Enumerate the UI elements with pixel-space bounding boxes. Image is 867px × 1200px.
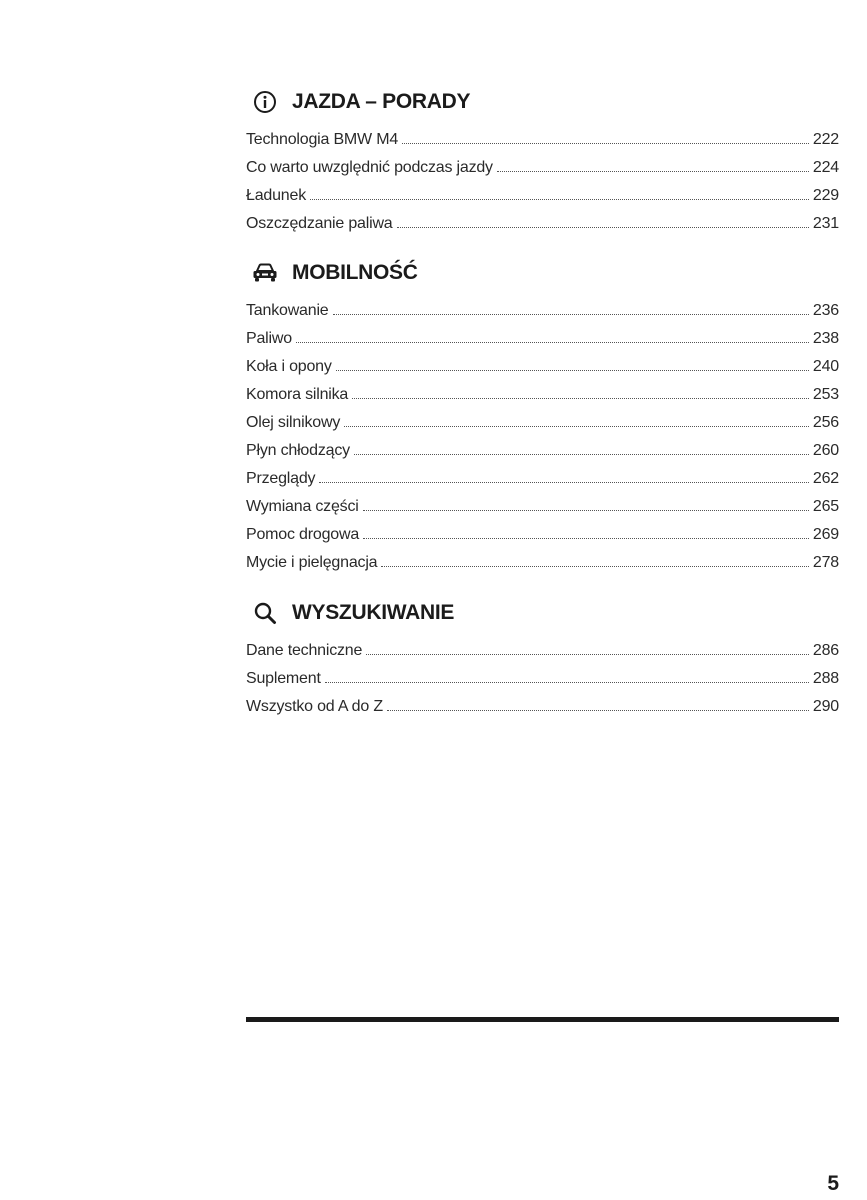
toc-entry-label: Przeglądy bbox=[246, 470, 316, 487]
dot-leader bbox=[325, 682, 809, 683]
toc-entry[interactable] bbox=[246, 149, 839, 177]
toc-entry[interactable] bbox=[246, 660, 839, 688]
toc-entry-page: 253 bbox=[812, 386, 839, 403]
toc-entry-label: Dane techniczne bbox=[246, 642, 363, 659]
toc-entry[interactable] bbox=[246, 177, 839, 205]
car-icon bbox=[252, 260, 278, 286]
toc-entry-label: Paliwo bbox=[246, 330, 292, 347]
toc-entry[interactable] bbox=[246, 292, 839, 320]
dot-leader bbox=[363, 510, 809, 511]
section-search bbox=[246, 598, 839, 716]
toc-entry[interactable] bbox=[246, 121, 839, 149]
dot-leader bbox=[319, 482, 809, 483]
dot-leader bbox=[402, 143, 809, 144]
toc-entry-page: 260 bbox=[812, 442, 839, 459]
toc-entry[interactable] bbox=[246, 688, 839, 716]
toc-entry-page: 262 bbox=[812, 470, 839, 487]
toc-entry-label: Ładunek bbox=[246, 187, 306, 204]
dot-leader bbox=[352, 398, 809, 399]
toc-entry-label: Komora silnika bbox=[246, 386, 349, 403]
toc-entry-page: 286 bbox=[812, 642, 839, 659]
dot-leader bbox=[366, 654, 809, 655]
toc-entry-page: 278 bbox=[812, 554, 839, 571]
toc-entry-label: Płyn chłodzący bbox=[246, 442, 350, 459]
toc-entry-page: 236 bbox=[812, 302, 839, 319]
dot-leader bbox=[310, 199, 809, 200]
search-icon bbox=[252, 600, 278, 626]
toc-entry-label: Koła i opony bbox=[246, 358, 332, 375]
toc-entry[interactable] bbox=[246, 460, 839, 488]
toc-entry-label: Pomoc drogowa bbox=[246, 526, 360, 543]
toc-entry[interactable] bbox=[246, 320, 839, 348]
toc-entry-label: Wszystko od A do Z bbox=[246, 698, 383, 715]
section-header bbox=[246, 87, 839, 117]
dot-leader bbox=[497, 171, 809, 172]
section-driving-tips bbox=[246, 87, 839, 233]
toc-entry-page: 256 bbox=[812, 414, 839, 431]
toc-entry[interactable] bbox=[246, 432, 839, 460]
dot-leader bbox=[344, 426, 809, 427]
toc-entry-label: Co warto uwzględnić podczas jazdy bbox=[246, 159, 493, 176]
toc-entry-label: Olej silnikowy bbox=[246, 414, 341, 431]
toc-entry-page: 240 bbox=[812, 358, 839, 375]
toc-entry-page: 231 bbox=[812, 215, 839, 232]
section-header bbox=[246, 598, 839, 628]
toc-entry-page: 288 bbox=[812, 670, 839, 687]
toc-entry-label: Oszczędzanie paliwa bbox=[246, 215, 393, 232]
toc-entry[interactable] bbox=[246, 404, 839, 432]
toc-entry-label: Wymiana części bbox=[246, 498, 359, 515]
section-title: JAZDA – PORADY bbox=[292, 90, 471, 113]
info-icon bbox=[252, 89, 278, 115]
section-mobility bbox=[246, 258, 839, 572]
toc-entry[interactable] bbox=[246, 516, 839, 544]
toc-entry-page: 222 bbox=[812, 131, 839, 148]
dot-leader bbox=[387, 710, 809, 711]
toc-entry-page: 224 bbox=[812, 159, 839, 176]
toc-entry-page: 269 bbox=[812, 526, 839, 543]
toc-entry[interactable] bbox=[246, 376, 839, 404]
dot-leader bbox=[363, 538, 809, 539]
toc-entry-page: 265 bbox=[812, 498, 839, 515]
page-number: 5 bbox=[827, 1172, 839, 1195]
dot-leader bbox=[296, 342, 809, 343]
dot-leader bbox=[336, 370, 809, 371]
dot-leader bbox=[397, 227, 809, 228]
toc-entry[interactable] bbox=[246, 348, 839, 376]
section-title: WYSZUKIWANIE bbox=[292, 601, 455, 624]
toc-entry-page: 238 bbox=[812, 330, 839, 347]
toc-entry[interactable] bbox=[246, 544, 839, 572]
toc-entry-label: Suplement bbox=[246, 670, 321, 687]
toc-entry-label: Tankowanie bbox=[246, 302, 329, 319]
dot-leader bbox=[354, 454, 809, 455]
toc-entry-page: 290 bbox=[812, 698, 839, 715]
toc-entry[interactable] bbox=[246, 632, 839, 660]
toc-entry[interactable] bbox=[246, 205, 839, 233]
toc-entry-label: Mycie i pielęgnacja bbox=[246, 554, 378, 571]
dot-leader bbox=[381, 566, 809, 567]
toc-entry[interactable] bbox=[246, 488, 839, 516]
section-header bbox=[246, 258, 839, 288]
section-title: MOBILNOŚĆ bbox=[292, 261, 418, 284]
toc-entry-label: Technologia BMW M4 bbox=[246, 131, 399, 148]
toc-entry-page: 229 bbox=[812, 187, 839, 204]
dot-leader bbox=[333, 314, 809, 315]
footer-rule bbox=[246, 1017, 839, 1022]
